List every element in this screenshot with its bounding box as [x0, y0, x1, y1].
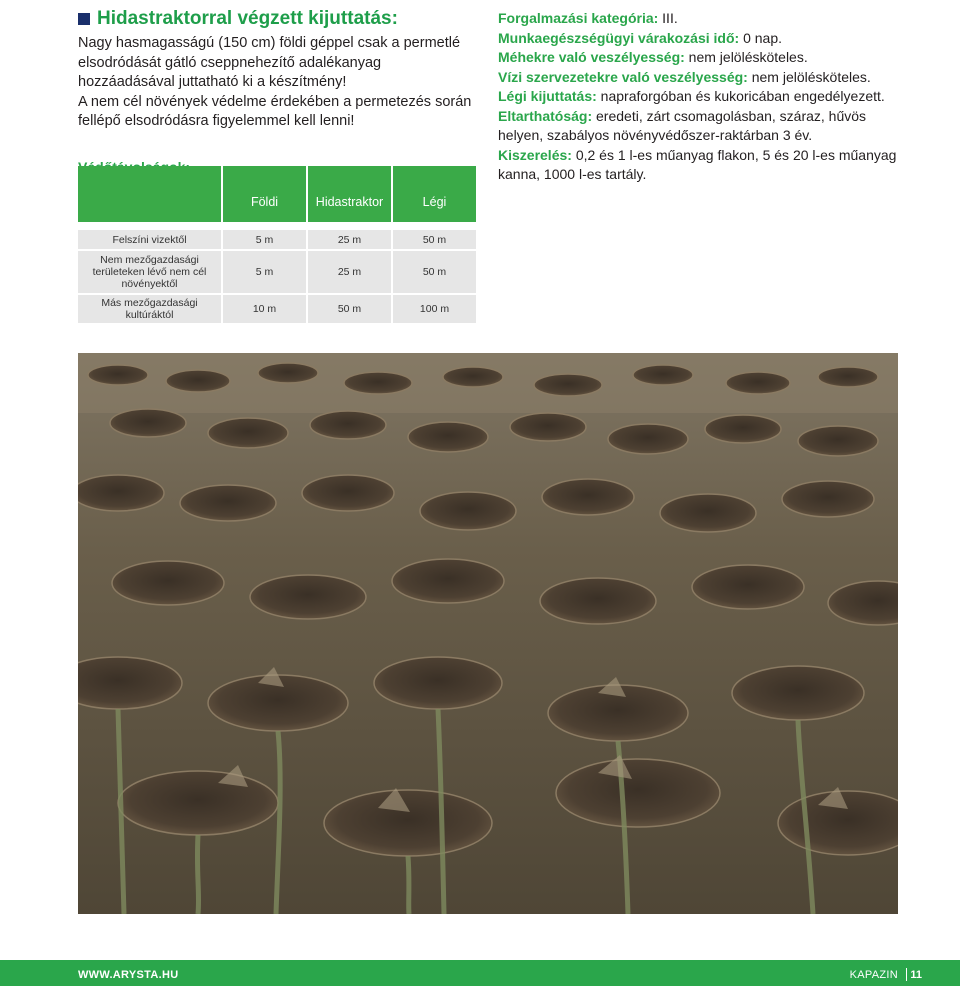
- property-key: Kiszerelés:: [498, 146, 572, 163]
- footer-divider: [906, 968, 907, 981]
- table-header-cell: Földi: [221, 166, 306, 222]
- property-value: napraforgóban és kukoricában engedélyezett.: [596, 88, 885, 104]
- table-cell: 10 m: [221, 295, 306, 323]
- property-value: 0 nap.: [739, 29, 783, 46]
- table-cell: 50 m: [306, 295, 391, 323]
- product-properties: [498, 9, 898, 185]
- nontarget-paragraph: A nem cél növények védelme érdekében a permetezés során fellépő elsodródásra figyelemmel kell lenni!: [78, 93, 472, 129]
- table-cell: 50 m: [391, 230, 476, 249]
- table-header-cell: [78, 166, 221, 222]
- section-title-text: Hidastraktorral végzett kijuttatás:: [97, 8, 398, 29]
- property-key: Munkaegészségügyi várakozási idő:: [498, 29, 740, 46]
- property-key: Méhekre való veszélyesség:: [498, 49, 685, 65]
- property-value: nem jelölésköteles.: [747, 68, 871, 85]
- table-cell: 25 m: [306, 251, 391, 293]
- row-label: Felszíni vizektől: [78, 230, 221, 249]
- table-row: [78, 251, 476, 293]
- property-key: Légi kijuttatás:: [498, 88, 597, 104]
- buffer-distance-table: [78, 166, 476, 325]
- property-line: [498, 9, 898, 29]
- drift-paragraph: Nagy hasmagasságú (150 cm) földi géppel csak a permetlé elsodródását gátló cseppnehezítő adalékanyag hozzáadásával juttatható ki a készítmény!: [78, 35, 461, 90]
- sunflower-field-image: [78, 353, 898, 914]
- table-cell: 5 m: [221, 230, 306, 249]
- table-header-cell: Hidastraktor: [306, 166, 391, 222]
- property-line: [498, 87, 898, 107]
- property-line: [498, 146, 898, 185]
- website-link[interactable]: WWW.ARYSTA.HU: [78, 969, 179, 981]
- magazine-name: KAPAZIN: [849, 969, 898, 981]
- table-cell: 25 m: [306, 230, 391, 249]
- property-value: 0,2 és 1 l-es műanyag flakon, 5 és 20 l-es műanyag kanna, 1000 l-es tartály.: [498, 146, 897, 182]
- table-row: [78, 230, 476, 249]
- property-value: eredeti, zárt csomagolásban, száraz, hűvös helyen, szabályos növényvédőszer-raktárban 3 év.: [498, 107, 867, 143]
- page-number: 11: [910, 969, 922, 981]
- property-line: [498, 48, 898, 68]
- table-header-row: [78, 166, 476, 222]
- property-line: [498, 29, 898, 49]
- sunflower-field-photo: [78, 353, 898, 914]
- property-value: nem jelölésköteles.: [684, 49, 808, 65]
- table-header-cell: Légi: [391, 166, 476, 222]
- section-title: [78, 8, 480, 30]
- property-line: [498, 107, 898, 146]
- table-cell: 5 m: [221, 251, 306, 293]
- row-label: Nem mezőgazdasági területeken lévő nem cél növényektől: [78, 251, 221, 293]
- page-footer: [0, 960, 960, 986]
- property-key: Forgalmazási kategória:: [498, 10, 659, 26]
- property-key: Vízi szervezetekre való veszélyesség:: [498, 68, 748, 85]
- table-cell: 100 m: [391, 295, 476, 323]
- property-value: III.: [658, 10, 678, 26]
- left-column: [78, 8, 480, 185]
- property-line: [498, 68, 898, 88]
- row-label: Más mezőgazdasági kultúráktól: [78, 295, 221, 323]
- table-cell: 50 m: [391, 251, 476, 293]
- table-row: [78, 295, 476, 323]
- square-bullet-icon: [78, 13, 90, 25]
- property-key: Eltarthatóság:: [498, 107, 593, 124]
